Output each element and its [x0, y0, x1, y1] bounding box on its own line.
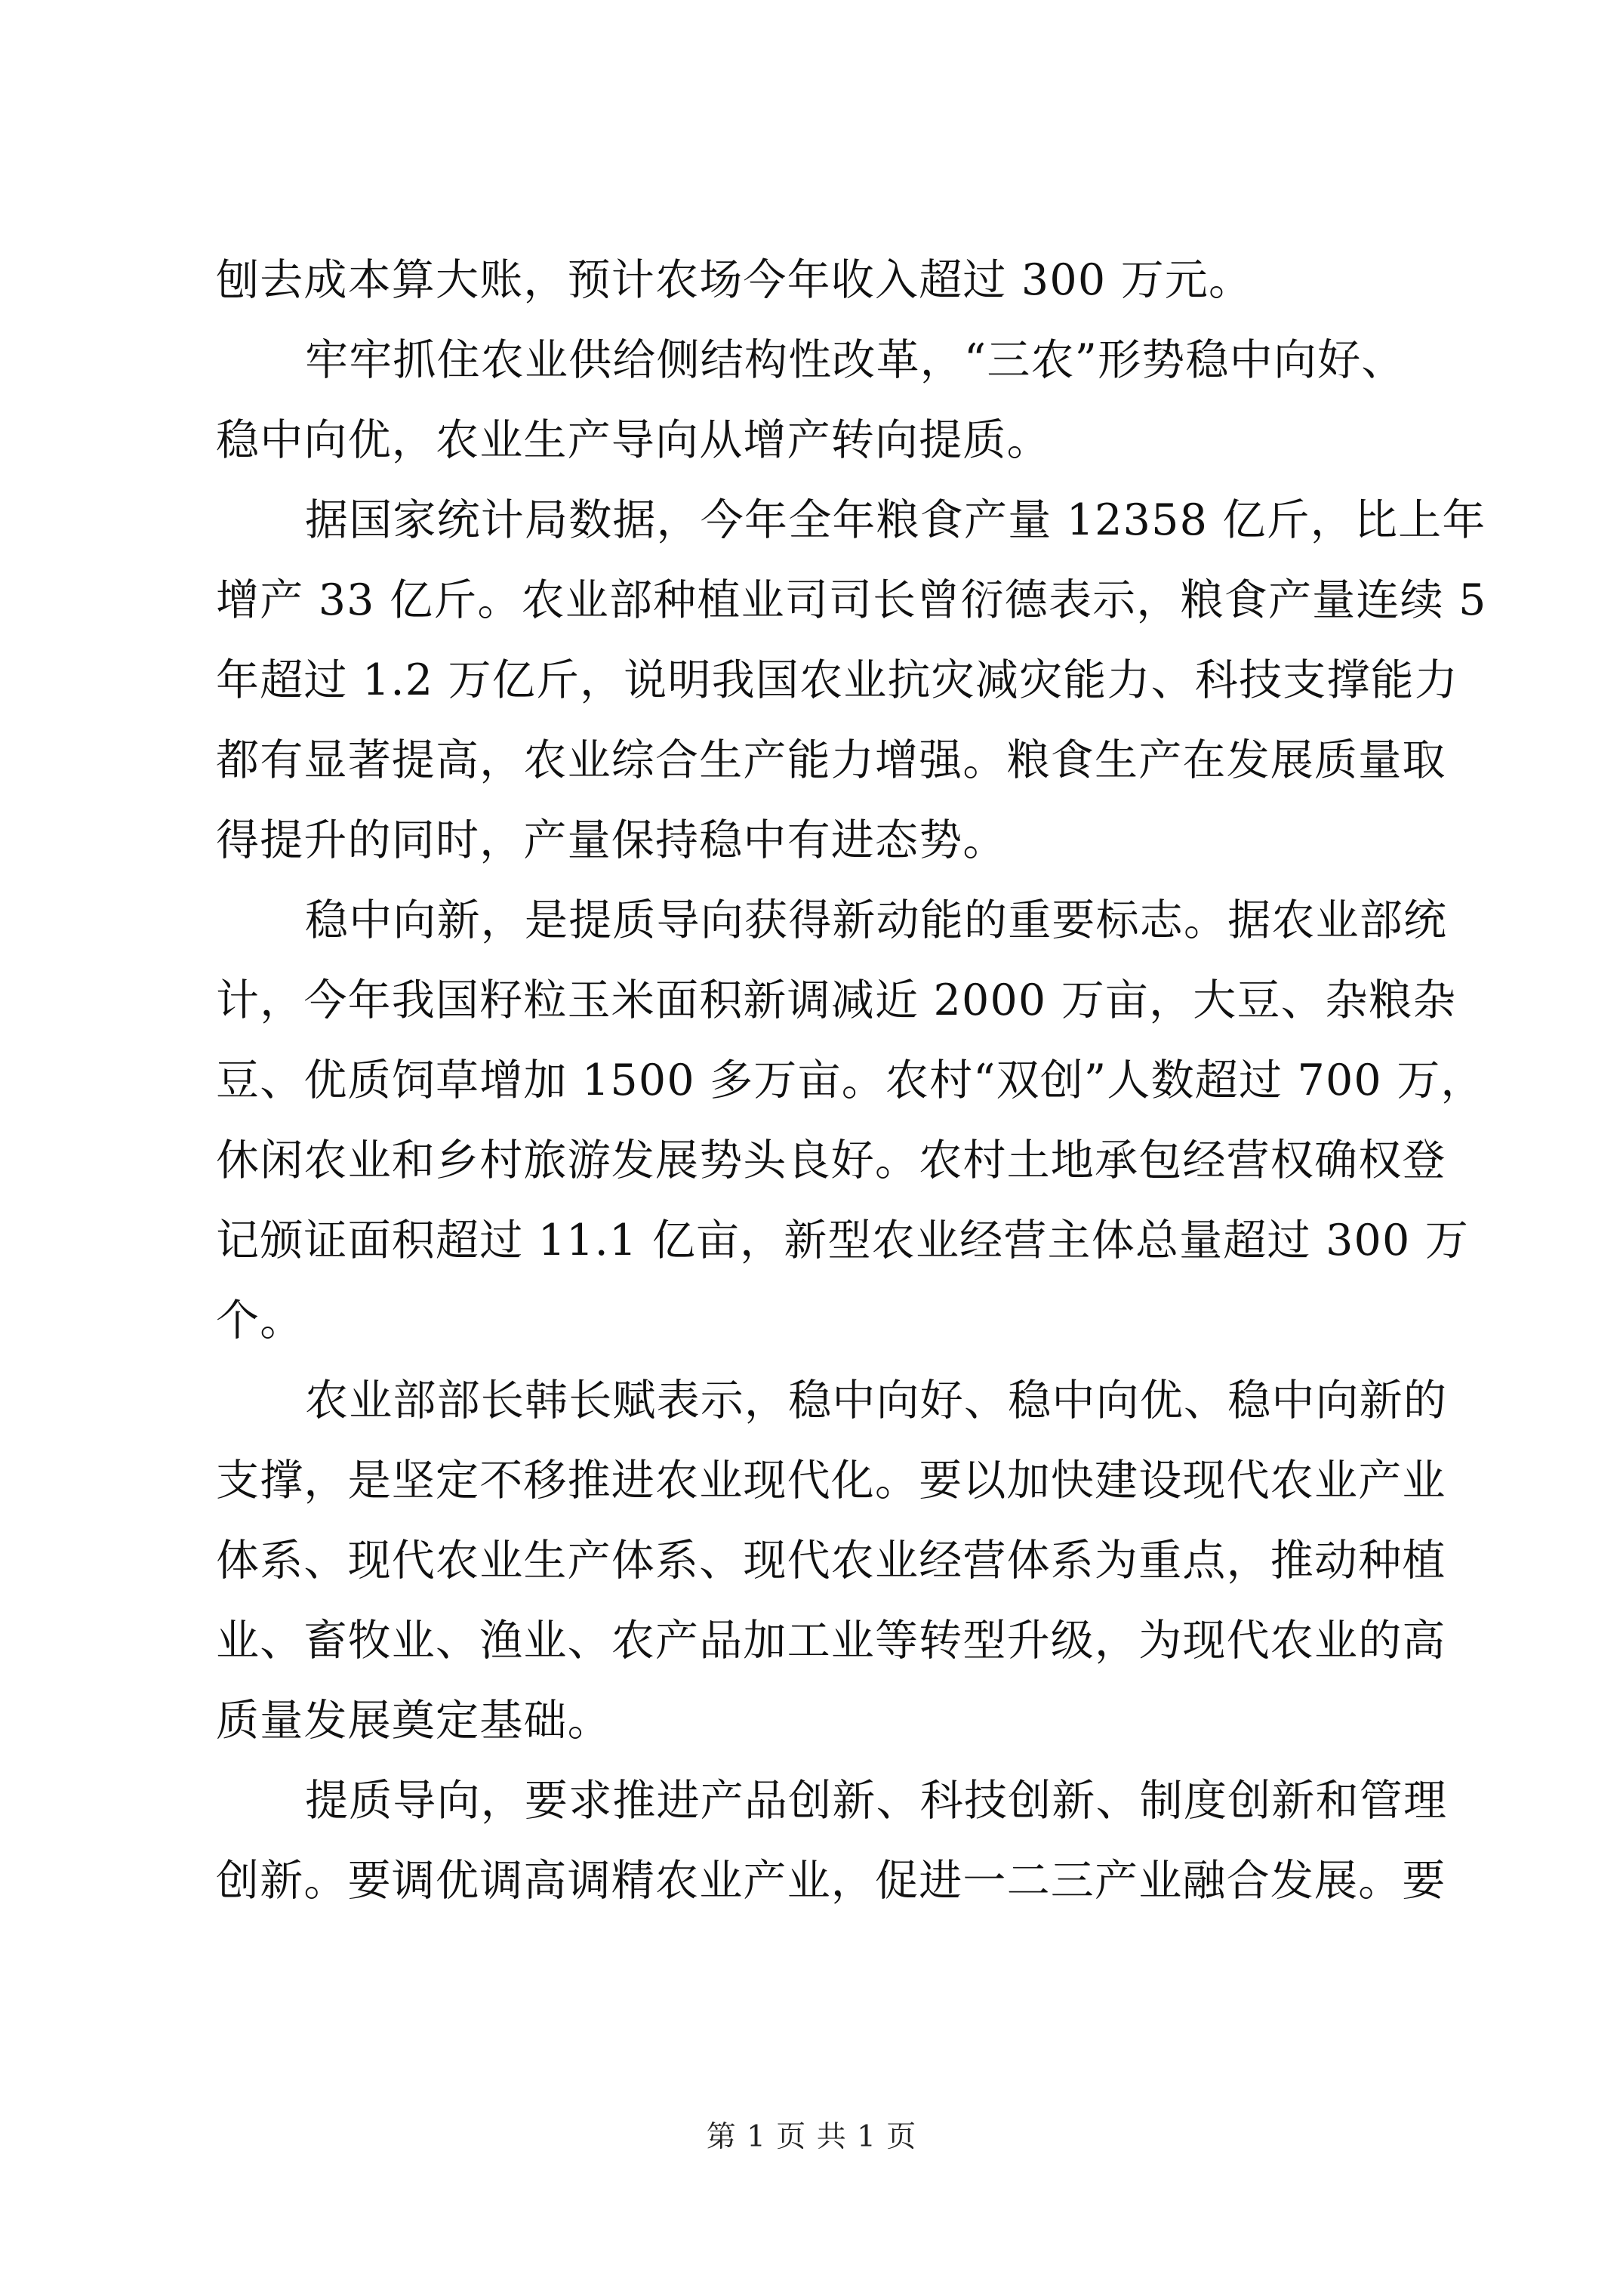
text-line: 稳中向优，农业生产导向从增产转向提质。 — [216, 415, 1051, 465]
text-line: 创新。要调优调高调精农业产业，促进一二三产业融合发展。要 — [216, 1856, 1446, 1906]
paragraph-start-line: 提质导向，要求推进产品创新、科技创新、制度创新和管理 — [305, 1776, 1448, 1826]
paragraph-start-line: 牢牢抓住农业供给侧结构性改革，“三农”形势稳中向好、 — [305, 335, 1406, 385]
paragraph-start-line: 稳中向新，是提质导向获得新动能的重要标志。据农业部统 — [305, 895, 1448, 945]
text-line: 个。 — [216, 1296, 304, 1345]
paragraph-start-line: 农业部部长韩长赋表示，稳中向好、稳中向优、稳中向新的 — [305, 1376, 1448, 1425]
text-line: 都有显著提高，农业综合生产能力增强。粮食生产在发展质量取 — [216, 735, 1446, 785]
text-line: 刨去成本算大账，预计农场今年收入超过 300 万元。 — [216, 255, 1253, 305]
page-footer — [0, 2119, 1623, 2156]
text-line: 计，今年我国籽粒玉米面积新调减近 2000 万亩，大豆、杂粮杂 — [216, 975, 1457, 1025]
page-number-label: 第 1 页 共 1 页 — [706, 2120, 917, 2154]
text-line: 体系、现代农业生产体系、现代农业经营体系为重点，推动种植 — [216, 1536, 1446, 1586]
text-line: 质量发展奠定基础。 — [216, 1696, 611, 1746]
text-line: 年超过 1.2 万亿斤，说明我国农业抗灾减灾能力、科技支撑能力 — [216, 655, 1459, 705]
text-line: 休闲农业和乡村旅游发展势头良好。农村土地承包经营权确权登 — [216, 1136, 1446, 1185]
document-body — [216, 240, 1487, 1921]
paragraph-start-line: 据国家统计局数据，今年全年粮食产量 12358 亿斤，比上年 — [305, 495, 1486, 545]
text-line: 豆、优质饲草增加 1500 多万亩。农村“双创”人数超过 700 万， — [216, 1056, 1485, 1105]
text-line: 得提升的同时，产量保持稳中有进态势。 — [216, 815, 1007, 865]
text-line: 支撑，是坚定不移推进农业现代化。要以加快建设现代农业产业 — [216, 1456, 1446, 1505]
text-line: 记颁证面积超过 11.1 亿亩，新型农业经营主体总量超过 300 万 — [216, 1216, 1469, 1265]
text-line: 增产 33 亿斤。农业部种植业司司长曾衍德表示，粮食产量连续 5 — [216, 575, 1487, 625]
text-line: 业、畜牧业、渔业、农产品加工业等转型升级，为现代农业的高 — [216, 1616, 1446, 1666]
